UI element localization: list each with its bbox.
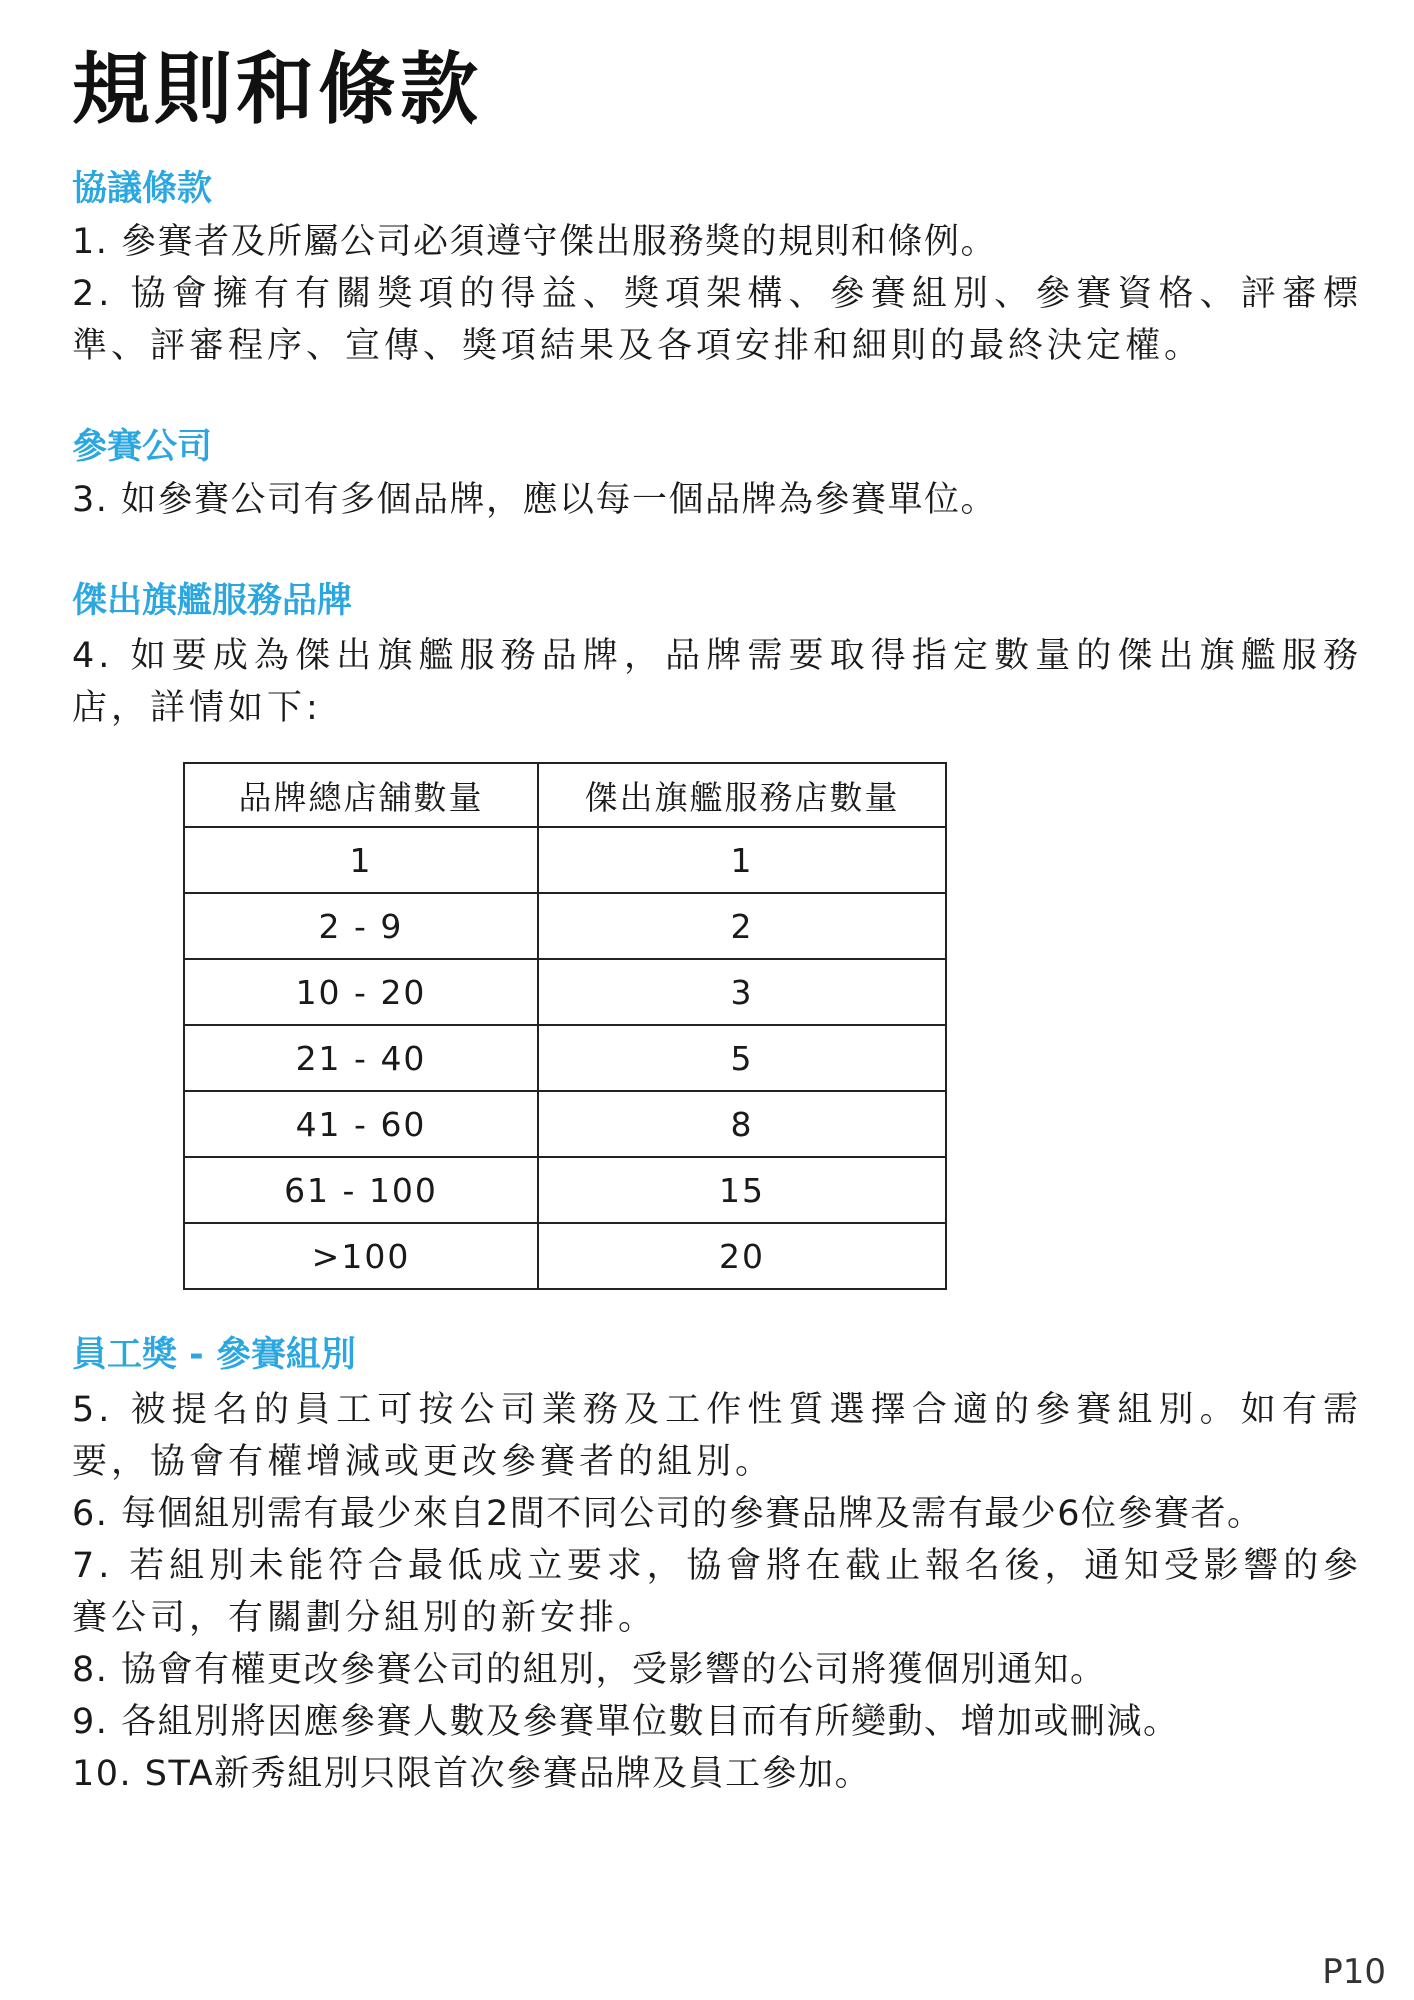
- table-cell-flagship-stores: 20: [538, 1223, 946, 1289]
- table-row: [184, 893, 946, 959]
- table-row: [184, 1091, 946, 1157]
- clause-3: 3. 如參賽公司有多個品牌，應以每一個品牌為參賽單位。: [72, 480, 998, 520]
- section-heading-agreement: 協議條款: [72, 169, 213, 209]
- clause-10: 10. STA新秀組別只限首次參賽品牌及員工參加。: [72, 1754, 872, 1794]
- clause-1: 1. 參賽者及所屬公司必須遵守傑出服務獎的規則和條例。: [72, 222, 998, 262]
- section-heading-staff: 員工獎 - 參賽組別: [72, 1335, 356, 1375]
- section-heading-flagship: 傑出旗艦服務品牌: [72, 581, 353, 621]
- clause-9: 9. 各組別將因應參賽人數及參賽單位數目而有所變動、增加或刪減。: [72, 1702, 1180, 1742]
- flagship-store-table: [183, 762, 947, 1290]
- table-cell-flagship-stores: 1: [538, 827, 946, 893]
- table-row: [184, 1223, 946, 1289]
- table-cell-total-stores: >100: [184, 1223, 538, 1289]
- table-row: [184, 827, 946, 893]
- table-cell-total-stores: 2 - 9: [184, 893, 538, 959]
- table-cell-total-stores: 41 - 60: [184, 1091, 538, 1157]
- table-cell-total-stores: 61 - 100: [184, 1157, 538, 1223]
- clause-6: 6. 每個組別需有最少來自2間不同公司的參賽品牌及需有最少6位參賽者。: [72, 1494, 1264, 1534]
- clause-2: 2. 協會擁有有關獎項的得益、獎項架構、參賽組別、參賽資格、評審標準、評審程序、宣傳、獎項結果及各項安排和細則的最終決定權。: [72, 274, 1362, 366]
- table-cell-flagship-stores: 15: [538, 1157, 946, 1223]
- table-header-total-stores: 品牌總店舖數量: [184, 763, 538, 827]
- table-cell-flagship-stores: 8: [538, 1091, 946, 1157]
- table-header-flagship-stores: 傑出旗艦服務店數量: [538, 763, 946, 827]
- table-row: [184, 1157, 946, 1223]
- section-heading-company: 參賽公司: [72, 427, 213, 467]
- clause-8: 8. 協會有權更改參賽公司的組別，受影響的公司將獲個別通知。: [72, 1650, 1107, 1690]
- table-cell-flagship-stores: 3: [538, 959, 946, 1025]
- table-header-row: [184, 763, 946, 827]
- page-number: P10: [1322, 1952, 1386, 1992]
- table-cell-total-stores: 21 - 40: [184, 1025, 538, 1091]
- table-cell-total-stores: 1: [184, 827, 538, 893]
- page-title: 規則和條款: [72, 45, 483, 135]
- table-row: [184, 1025, 946, 1091]
- clause-7: 7. 若組別未能符合最低成立要求，協會將在截止報名後，通知受影響的參賽公司，有關劃分組別的新安排。: [72, 1546, 1362, 1638]
- table-cell-total-stores: 10 - 20: [184, 959, 538, 1025]
- table-row: [184, 959, 946, 1025]
- table-cell-flagship-stores: 2: [538, 893, 946, 959]
- table-cell-flagship-stores: 5: [538, 1025, 946, 1091]
- clause-4: 4. 如要成為傑出旗艦服務品牌，品牌需要取得指定數量的傑出旗艦服務店，詳情如下:: [72, 636, 1362, 728]
- clause-5: 5. 被提名的員工可按公司業務及工作性質選擇合適的參賽組別。如有需要，協會有權增減或更改參賽者的組別。: [72, 1390, 1362, 1482]
